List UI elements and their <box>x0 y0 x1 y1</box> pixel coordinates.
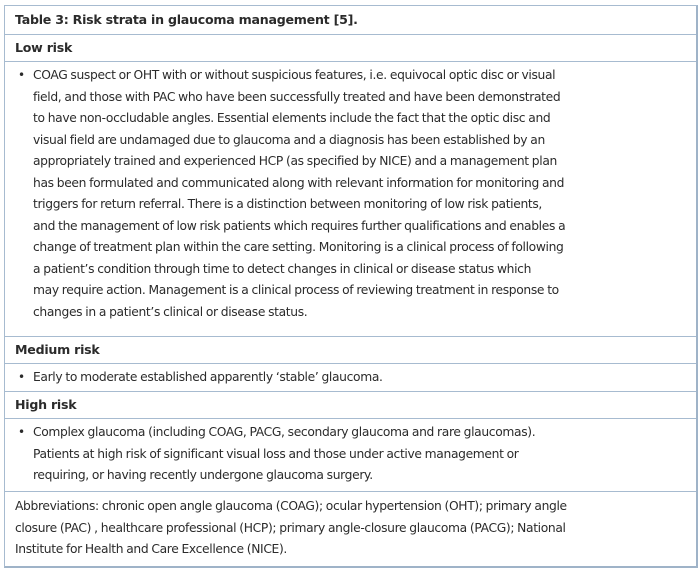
text-line: closure (PAC) , healthcare professional (HCP); primary angle-closure glaucoma (PACG); National <box>15 520 566 535</box>
bullet-icon: • <box>18 68 25 82</box>
text-line: triggers for return referral. There is a distinction between monitoring of low risk patients, <box>33 197 542 211</box>
text-line: changes in a patient’s clinical or disease status. <box>33 304 308 319</box>
bullet-icon: • <box>18 425 25 439</box>
text-line: change of treatment plan within the care setting. Monitoring is a clinical process of following <box>33 240 564 254</box>
text-line: Abbreviations: chronic open angle glaucoma (COAG); ocular hypertension (OHT); primary angle <box>15 499 567 513</box>
text-line: visual field are undamaged due to glaucoma and a diagnosis has been established by an <box>33 132 545 147</box>
section-body-medium-risk <box>5 364 696 392</box>
text-line: may require action. Management is a clinical process of reviewing treatment in response to <box>33 283 559 297</box>
text-line: COAG suspect or OHT with or without suspicious features, i.e. equivocal optic disc or visual <box>33 68 556 82</box>
text-line: Patients at high risk of significant visual loss and those under active management or <box>33 446 519 461</box>
abbreviations-footnote <box>5 492 696 566</box>
text-line: has been formulated and communicated along with relevant information for monitoring and <box>33 175 565 190</box>
text-line: and the management of low risk patients which requires further qualifications and enables a <box>33 218 566 233</box>
text-line: requiring, or having recently undergone glaucoma surgery. <box>33 468 373 482</box>
text-line: appropriately trained and experienced HCP (as specified by NICE) and a management plan <box>33 154 557 168</box>
text-line: to have non-occludable angles. Essential elements include the fact that the optic disc and <box>33 111 551 125</box>
text-line: Early to moderate established apparently ‘stable’ glaucoma. <box>33 370 383 384</box>
text-line: field, and those with PAC who have been successfully treated and have been demonstrated <box>33 89 561 104</box>
risk-strata-table <box>4 5 698 568</box>
text-line: a patient’s condition through time to detect changes in clinical or disease status which <box>33 261 532 276</box>
text-line: Complex glaucoma (including COAG, PACG, secondary glaucoma and rare glaucomas). <box>33 425 536 439</box>
section-body-low-risk <box>5 62 696 337</box>
table-title: Table 3: Risk strata in glaucoma management [5]. <box>5 6 696 35</box>
section-heading-high-risk: High risk <box>5 392 696 419</box>
text-line: Institute for Health and Care Excellence (NICE). <box>15 542 287 556</box>
bullet-icon: • <box>18 370 25 384</box>
section-body-high-risk <box>5 419 696 492</box>
section-heading-low-risk: Low risk <box>5 35 696 62</box>
section-heading-medium-risk: Medium risk <box>5 337 696 364</box>
